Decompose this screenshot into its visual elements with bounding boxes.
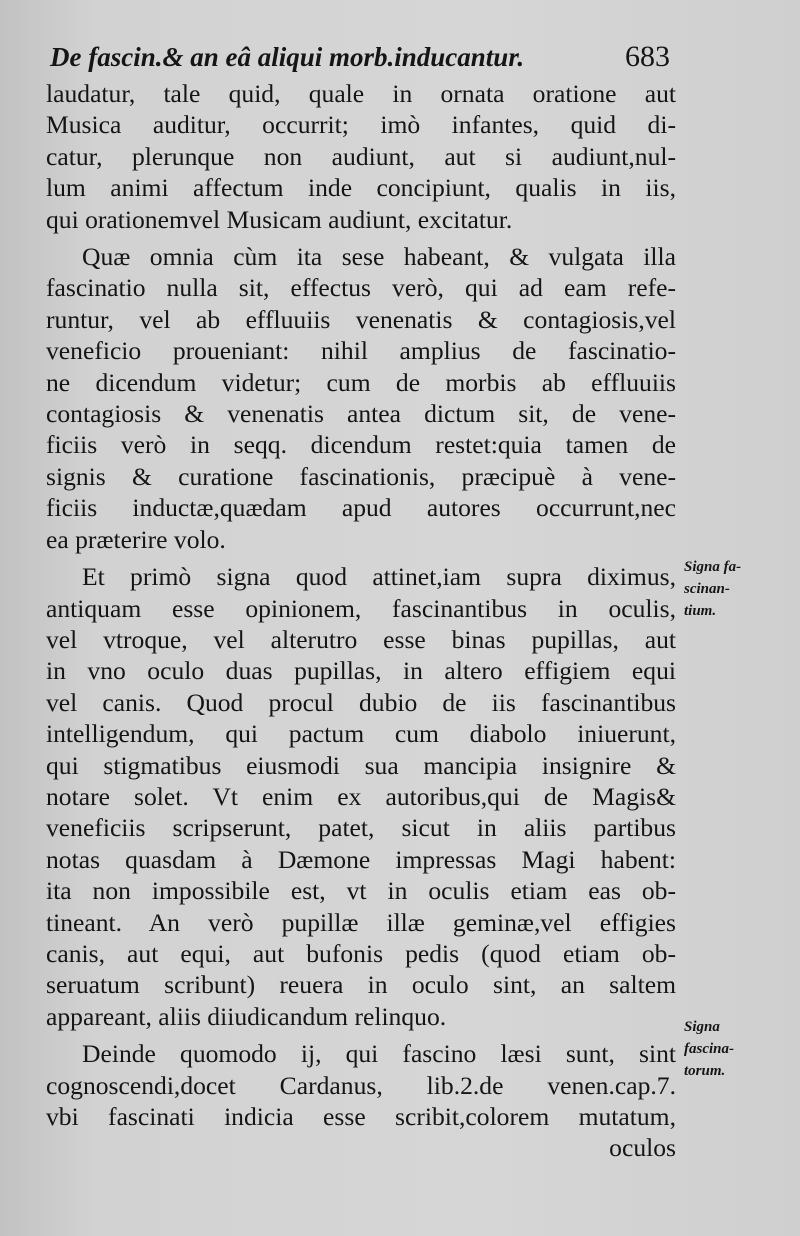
page-header	[50, 40, 670, 74]
text-line: seruatum scribunt) reuera in oculo sint, an saltem	[46, 970, 676, 1000]
text-line: ne dicendum videtur; cum de morbis ab effluuiis	[46, 367, 676, 397]
text-line: tineant. An verò pupillæ illæ geminæ,vel effigies	[46, 907, 676, 937]
text-line: canis, aut equi, aut bufonis pedis (quod etiam ob-	[46, 938, 676, 968]
text-line: lum animi affectum inde concipiunt, qualis in iis,	[46, 173, 676, 203]
text-line: antiquam esse opinionem, fascinantibus in oculis,	[46, 593, 676, 623]
text-line: ficiis verò in seqq. dicendum restet:quia tamen de	[46, 430, 676, 460]
text-line: ea præterire volo.	[46, 524, 226, 554]
text-line: Deinde quomodo ij, qui fascino læsi sunt, sint	[82, 1039, 676, 1069]
text-line: laudatur, tale quid, quale in ornata oratione aut	[46, 79, 676, 108]
text-line: vel canis. Quod procul dubio de iis fascinantibus	[46, 687, 676, 717]
text-line: Et primò signa quod attinet,iam supra diximus,	[82, 562, 676, 592]
text-line: qui orationemvel Musicam audiunt, excitatur.	[46, 204, 513, 234]
text-line: signis & curatione fascinationis, præcipuè à vene-	[46, 461, 676, 491]
text-line: appareant, aliis diiudicandum relinquo.	[46, 1001, 447, 1031]
margin-note-line: Signa fa-	[684, 559, 742, 575]
text-line: notas quasdam à Dæmone impressas Magi habent:	[46, 844, 676, 874]
text-line: Quæ omnia cùm ita sese habeant, & vulgata illa	[82, 242, 676, 272]
text-line: contagiosis & venenatis antea dictum sit, de vene-	[46, 399, 676, 429]
body-text	[46, 78, 676, 1164]
text-line: veneficiis scripserunt, patet, sicut in aliis partibus	[46, 813, 676, 843]
text-line: catur, plerunque non audiunt, aut si audiunt,nul-	[46, 141, 676, 171]
text-line: in vno oculo duas pupillas, in altero effigiem equi	[46, 656, 676, 686]
margin-note-line: torum.	[684, 1063, 726, 1079]
text-line: intelligendum, qui pactum cum diabolo iniuerunt,	[46, 719, 676, 749]
running-title: De fascin.& an eâ aliqui morb.inducantur.	[50, 42, 525, 72]
text-line: notare solet. Vt enim ex autoribus,qui de Magis&	[46, 781, 676, 811]
margin-note-signa-fascinantium	[684, 556, 796, 622]
text-line: Musica auditur, occurrit; imò infantes, quid di-	[46, 110, 676, 140]
margin-note-line: Signa	[684, 1019, 720, 1035]
text-line: ita non impossibile est, vt in oculis etiam eas ob-	[46, 876, 676, 906]
text-line: vel vtroque, vel alterutro esse binas pupillas, aut	[46, 624, 676, 654]
text-line: fascinatio nulla sit, effectus verò, qui ad eam refe-	[46, 273, 676, 303]
margin-note-line: fascina-	[684, 1041, 734, 1057]
page-number: 683	[625, 40, 670, 73]
margin-note-line: scinan-	[684, 581, 730, 597]
margin-note-line: tium.	[684, 603, 717, 619]
text-line: ficiis inductæ,quædam apud autores occurrunt,nec	[46, 493, 676, 523]
text-line: cognoscendi,docet Cardanus, lib.2.de venen.cap.7.	[46, 1070, 676, 1100]
text-line: runtur, vel ab effluuiis venenatis & contagiosis,vel	[46, 304, 676, 334]
text-line: qui stigmatibus eiusmodi sua mancipia insignire &	[46, 750, 676, 780]
text-line: oculos	[609, 1133, 676, 1163]
text-line: veneficio proueniant: nihil amplius de fascinatio-	[46, 336, 676, 366]
margin-note-signa-fascinatorum	[684, 1016, 796, 1082]
text-line: vbi fascinati indicia esse scribit,colorem mutatum,	[46, 1102, 676, 1131]
